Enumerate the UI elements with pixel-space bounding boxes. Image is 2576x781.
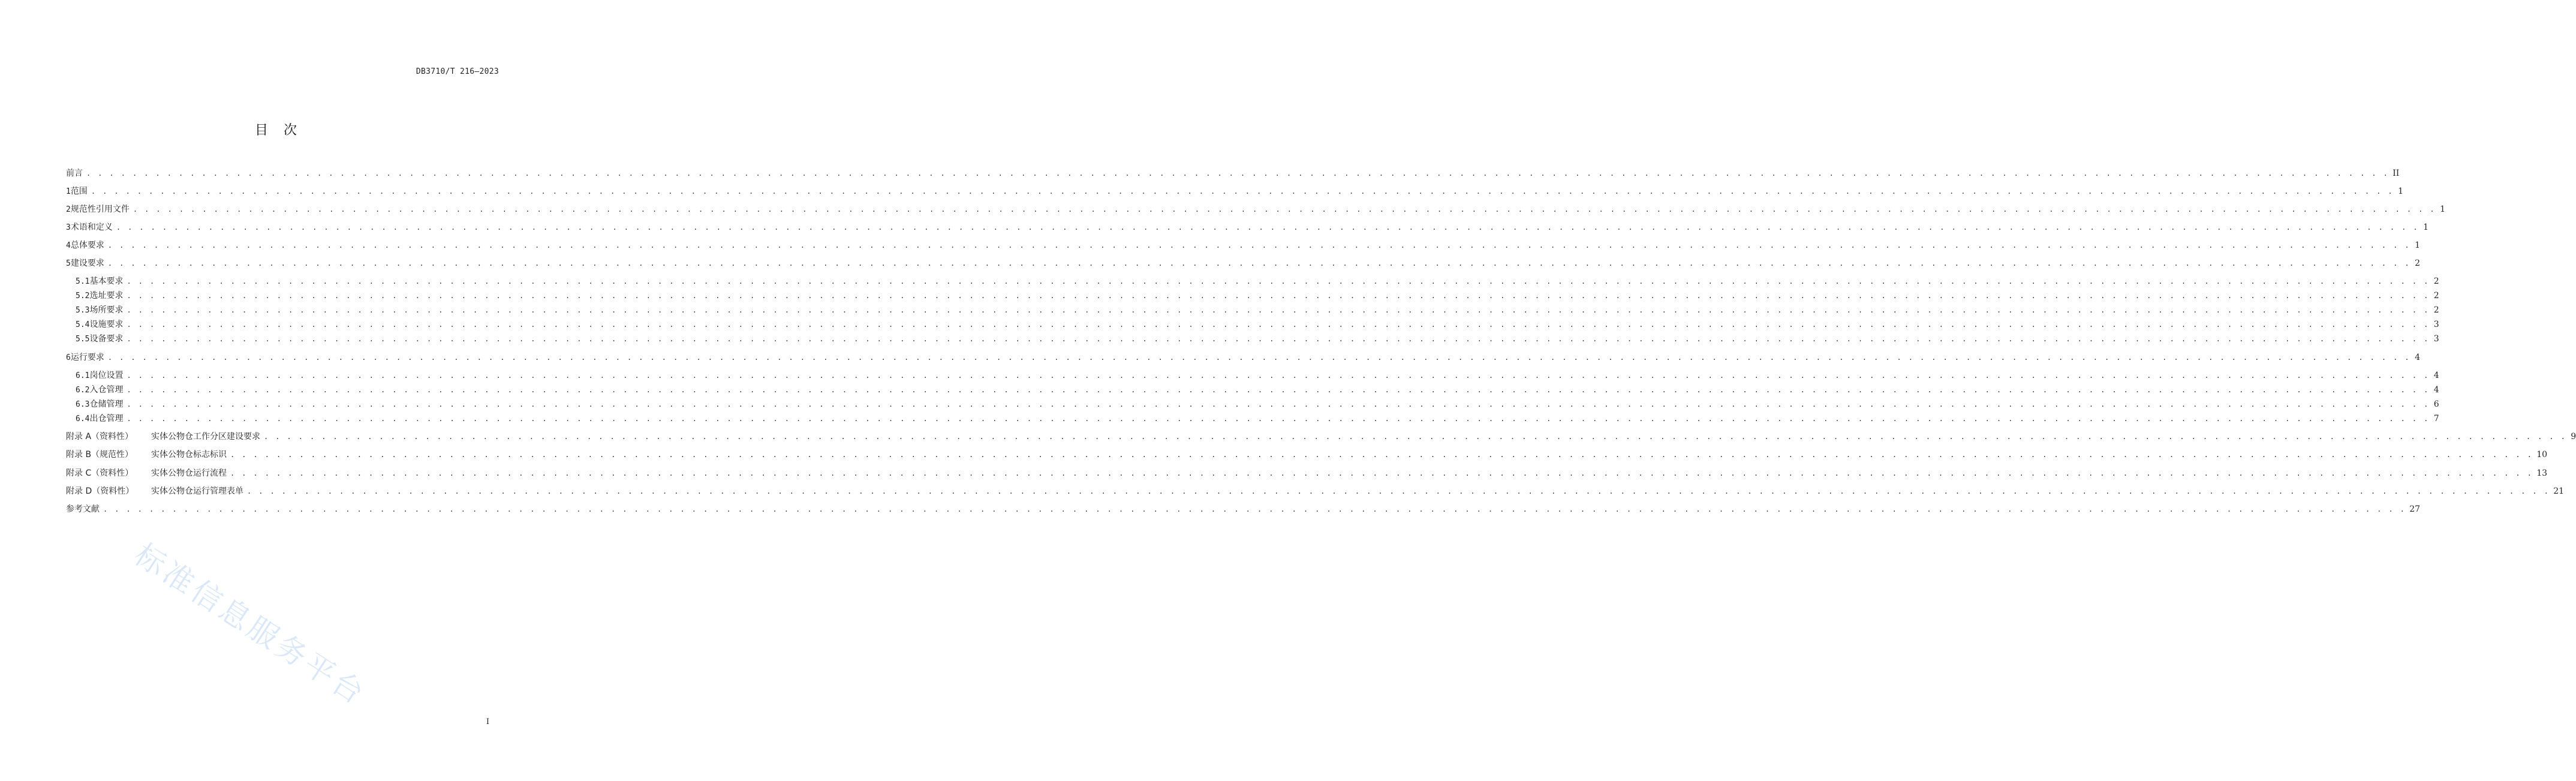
toc-dot-leader: . . . . . . . . . . . . . . . . . . . . . . . . . . . . . . . . . . . . . . . . . . . . . . . . . . . . . . . . . . . . . . . . . . . . . . . . . . . . . . . . . . . . . . . . . . . . . . . . . . . . . . . . . . . . . . . . . . . . . . . . . . . . . . . . . . . . . . . . . . . . . . . . . . . . . . . . . . . . . . . . . . . . . . . . . . . . . . . . . . . . . . . . . . . . . . . . . . . . . . . . bbox=[230, 450, 2533, 459]
toc-dot-leader: . . . . . . . . . . . . . . . . . . . . . . . . . . . . . . . . . . . . . . . . . . . . . . . . . . . . . . . . . . . . . . . . . . . . . . . . . . . . . . . . . . . . . . . . . . . . . . . . . . . . . . . . . . . . . . . . . . . . . . . . . . . . . . . . . . . . . . . . . . . . . . . . . . . . . . . . . . . . . . . . . . . . . . . . . . . . . . . . . . . . . . . . . . . . . . . . . . . . . . . . bbox=[127, 386, 2430, 394]
toc-dot-leader: . . . . . . . . . . . . . . . . . . . . . . . . . . . . . . . . . . . . . . . . . . . . . . . . . . . . . . . . . . . . . . . . . . . . . . . . . . . . . . . . . . . . . . . . . . . . . . . . . . . . . . . . . . . . . . . . . . . . . . . . . . . . . . . . . . . . . . . . . . . . . . . . . . . . . . . . . . . . . . . . . . . . . . . . . . . . . . . . . . . . . . . . . . . . . . . . . . . . . . . . bbox=[107, 241, 2411, 250]
document-code: DB3710/T 216—2023 bbox=[416, 67, 499, 76]
toc-appendix-tag: 附录 C（资料性） bbox=[66, 468, 134, 478]
toc-entry[interactable] bbox=[76, 384, 2439, 396]
toc-entry-label: 选址要求 bbox=[89, 291, 124, 301]
toc-dot-leader: . . . . . . . . . . . . . . . . . . . . . . . . . . . . . . . . . . . . . . . . . . . . . . . . . . . . . . . . . . . . . . . . . . . . . . . . . . . . . . . . . . . . . . . . . . . . . . . . . . . . . . . . . . . . . . . . . . . . . . . . . . . . . . . . . . . . . . . . . . . . . . . . . . . . . . . . . . . . . . . . . . . . . . . . . . . . . . . . . . . . . . . . . . . . . . . . . . . . . . . . bbox=[107, 259, 2411, 268]
page-number: I bbox=[486, 717, 489, 726]
toc-appendix-title: 实体公物仓工作分区建设要求 bbox=[151, 432, 260, 441]
toc-entry-label: 前言 bbox=[66, 169, 83, 178]
toc-entry-number: 5.1 bbox=[76, 277, 90, 286]
toc-entry-label bbox=[66, 431, 260, 443]
toc-entry-number: 2 bbox=[66, 205, 71, 214]
toc-entry-label: 设备要求 bbox=[89, 334, 124, 344]
toc-entry[interactable] bbox=[66, 203, 2446, 215]
toc-dot-leader: . . . . . . . . . . . . . . . . . . . . . . . . . . . . . . . . . . . . . . . . . . . . . . . . . . . . . . . . . . . . . . . . . . . . . . . . . . . . . . . . . . . . . . . . . . . . . . . . . . . . . . . . . . . . . . . . . . . . . . . . . . . . . . . . . . . . . . . . . . . . . . . . . . . . . . . . . . . . . . . . . . . . . . . . . . . . . . . . . . . . . . . . . . . . . . . . . . . . . . . . bbox=[127, 306, 2430, 314]
toc-entry[interactable] bbox=[76, 275, 2439, 287]
toc-entry-number: 6.3 bbox=[76, 400, 90, 409]
toc-entry-label: 场所要求 bbox=[89, 305, 124, 315]
toc-entry-page: 2 bbox=[2415, 259, 2421, 268]
toc-entry-page: 6 bbox=[2433, 399, 2439, 409]
toc-dot-leader: . . . . . . . . . . . . . . . . . . . . . . . . . . . . . . . . . . . . . . . . . . . . . . . . . . . . . . . . . . . . . . . . . . . . . . . . . . . . . . . . . . . . . . . . . . . . . . . . . . . . . . . . . . . . . . . . . . . . . . . . . . . . . . . . . . . . . . . . . . . . . . . . . . . . . . . . . . . . . . . . . . . . . . . . . . . . . . . . . . . . . . . . . . . . . . . . . . . . . . . . bbox=[107, 353, 2411, 362]
toc-entry[interactable] bbox=[66, 257, 2421, 269]
toc-entry[interactable] bbox=[76, 333, 2439, 345]
toc-entry-label: 参考文献 bbox=[66, 504, 100, 514]
toc-entry-number: 6.4 bbox=[76, 414, 90, 423]
toc-entry[interactable] bbox=[66, 503, 2421, 515]
toc-entry[interactable] bbox=[76, 290, 2439, 302]
toc-entry-number: 6 bbox=[66, 353, 71, 362]
toc-dot-leader: . . . . . . . . . . . . . . . . . . . . . . . . . . . . . . . . . . . . . . . . . . . . . . . . . . . . . . . . . . . . . . . . . . . . . . . . . . . . . . . . . . . . . . . . . . . . . . . . . . . . . . . . . . . . . . . . . . . . . . . . . . . . . . . . . . . . . . . . . . . . . . . . . . . . . . . . . . . . . . . . . . . . . . . . . . . . . . . . . . . . . . . . . . . . . . . . . . . . . . . . bbox=[86, 169, 2390, 178]
toc-entry-label: 运行要求 bbox=[70, 353, 104, 362]
toc-entry-page: 2 bbox=[2433, 291, 2439, 301]
toc-entry-label: 建设要求 bbox=[70, 259, 104, 268]
toc-dot-leader: . . . . . . . . . . . . . . . . . . . . . . . . . . . . . . . . . . . . . . . . . . . . . . . . . . . . . . . . . . . . . . . . . . . . . . . . . . . . . . . . . . . . . . . . . . . . . . . . . . . . . . . . . . . . . . . . . . . . . . . . . . . . . . . . . . . . . . . . . . . . . . . . . . . . . . . . . . . . . . . . . . . . . . . . . . . . . . . . . . . . . . . . . . . . . . . . . . . . . . . . bbox=[127, 292, 2430, 300]
toc-dot-leader: . . . . . . . . . . . . . . . . . . . . . . . . . . . . . . . . . . . . . . . . . . . . . . . . . . . . . . . . . . . . . . . . . . . . . . . . . . . . . . . . . . . . . . . . . . . . . . . . . . . . . . . . . . . . . . . . . . . . . . . . . . . . . . . . . . . . . . . . . . . . . . . . . . . . . . . . . . . . . . . . . . . . . . . . . . . . . . . . . . . . . . . . . . . . . . . . . . . . . . . . bbox=[127, 414, 2430, 423]
toc-entry-number: 5 bbox=[66, 259, 71, 268]
toc-appendix-title: 实体公物仓标志标识 bbox=[151, 450, 227, 459]
toc-entry[interactable] bbox=[66, 449, 2548, 461]
toc-entry-label: 基本要求 bbox=[89, 277, 124, 286]
toc-entry[interactable] bbox=[76, 370, 2439, 382]
toc-entry-label: 仓储管理 bbox=[89, 399, 124, 409]
toc-dot-leader: . . . . . . . . . . . . . . . . . . . . . . . . . . . . . . . . . . . . . . . . . . . . . . . . . . . . . . . . . . . . . . . . . . . . . . . . . . . . . . . . . . . . . . . . . . . . . . . . . . . . . . . . . . . . . . . . . . . . . . . . . . . . . . . . . . . . . . . . . . . . . . . . . . . . . . . . . . . . . . . . . . . . . . . . . . . . . . . . . . . . . . . . . . . . . . . . . . . . . . . . bbox=[103, 505, 2406, 513]
toc-appendix-title: 实体公物仓运行流程 bbox=[151, 468, 227, 478]
toc-dot-leader: . . . . . . . . . . . . . . . . . . . . . . . . . . . . . . . . . . . . . . . . . . . . . . . . . . . . . . . . . . . . . . . . . . . . . . . . . . . . . . . . . . . . . . . . . . . . . . . . . . . . . . . . . . . . . . . . . . . . . . . . . . . . . . . . . . . . . . . . . . . . . . . . . . . . . . . . . . . . . . . . . . . . . . . . . . . . . . . . . . . . . . . . . . . . . . . . . . . . . . . . bbox=[127, 400, 2430, 408]
toc-entry-page: 1 bbox=[2423, 223, 2429, 232]
toc-dot-leader: . . . . . . . . . . . . . . . . . . . . . . . . . . . . . . . . . . . . . . . . . . . . . . . . . . . . . . . . . . . . . . . . . . . . . . . . . . . . . . . . . . . . . . . . . . . . . . . . . . . . . . . . . . . . . . . . . . . . . . . . . . . . . . . . . . . . . . . . . . . . . . . . . . . . . . . . . . . . . . . . . . . . . . . . . . . . . . . . . . . . . . . . . . . . . . . . . . . . . . . . bbox=[247, 487, 2550, 495]
toc-entry-label: 范围 bbox=[70, 187, 88, 196]
page-title bbox=[0, 120, 552, 139]
toc-entry-page: 3 bbox=[2433, 320, 2439, 329]
toc-entry-page: II bbox=[2393, 169, 2400, 178]
toc-entry-number: 5.2 bbox=[76, 292, 90, 301]
toc-entry[interactable] bbox=[66, 352, 2421, 364]
toc-entry-label bbox=[66, 467, 227, 479]
toc-entry-page: 2 bbox=[2433, 305, 2439, 315]
toc-entry-label: 入仓管理 bbox=[89, 385, 124, 395]
toc-entry-page: 1 bbox=[2398, 187, 2404, 196]
toc-entry-page: 13 bbox=[2536, 468, 2548, 478]
toc-dot-leader: . . . . . . . . . . . . . . . . . . . . . . . . . . . . . . . . . . . . . . . . . . . . . . . . . . . . . . . . . . . . . . . . . . . . . . . . . . . . . . . . . . . . . . . . . . . . . . . . . . . . . . . . . . . . . . . . . . . . . . . . . . . . . . . . . . . . . . . . . . . . . . . . . . . . . . . . . . . . . . . . . . . . . . . . . . . . . . . . . . . . . . . . . . . . . . . . . . . . . . . . bbox=[116, 223, 2419, 232]
toc-appendix-tag: 附录 D（资料性） bbox=[66, 486, 134, 496]
toc-entry-label: 术语和定义 bbox=[70, 223, 113, 232]
toc-entry[interactable] bbox=[66, 185, 2404, 197]
toc-entry-number: 6.2 bbox=[76, 386, 90, 395]
toc-entry-number: 5.3 bbox=[76, 306, 90, 315]
toc-entry-label: 出仓管理 bbox=[89, 414, 124, 423]
toc-entry-number: 3 bbox=[66, 223, 71, 232]
toc-entry-page: 4 bbox=[2415, 353, 2421, 362]
toc-entry-page: 4 bbox=[2433, 371, 2439, 380]
toc-entry-page: 7 bbox=[2433, 414, 2439, 423]
toc-entry-label: 岗位设置 bbox=[89, 371, 124, 380]
toc-dot-leader: . . . . . . . . . . . . . . . . . . . . . . . . . . . . . . . . . . . . . . . . . . . . . . . . . . . . . . . . . . . . . . . . . . . . . . . . . . . . . . . . . . . . . . . . . . . . . . . . . . . . . . . . . . . . . . . . . . . . . . . . . . . . . . . . . . . . . . . . . . . . . . . . . . . . . . . . . . . . . . . . . . . . . . . . . . . . . . . . . . . . . . . . . . . . . . . . . . . . . . . . bbox=[133, 205, 2436, 214]
toc-entry-page: 10 bbox=[2536, 450, 2548, 459]
toc-entry-number: 5.5 bbox=[76, 335, 90, 344]
toc-dot-leader: . . . . . . . . . . . . . . . . . . . . . . . . . . . . . . . . . . . . . . . . . . . . . . . . . . . . . . . . . . . . . . . . . . . . . . . . . . . . . . . . . . . . . . . . . . . . . . . . . . . . . . . . . . . . . . . . . . . . . . . . . . . . . . . . . . . . . . . . . . . . . . . . . . . . . . . . . . . . . . . . . . . . . . . . . . . . . . . . . . . . . . . . . . . . . . . . . . . . . . . . bbox=[91, 187, 2394, 196]
toc-appendix-tag: 附录 A（资料性） bbox=[66, 432, 134, 441]
toc-dot-leader: . . . . . . . . . . . . . . . . . . . . . . . . . . . . . . . . . . . . . . . . . . . . . . . . . . . . . . . . . . . . . . . . . . . . . . . . . . . . . . . . . . . . . . . . . . . . . . . . . . . . . . . . . . . . . . . . . . . . . . . . . . . . . . . . . . . . . . . . . . . . . . . . . . . . . . . . . . . . . . . . . . . . . . . . . . . . . . . . . . . . . . . . . . . . . . . . . . . . . . . . bbox=[230, 469, 2533, 477]
watermark: 标准信息服务平台 bbox=[128, 537, 373, 713]
toc-entry[interactable] bbox=[76, 413, 2439, 425]
title-char-2: 次 bbox=[284, 123, 297, 138]
title-char-1: 目 bbox=[254, 123, 268, 138]
toc-dot-leader: . . . . . . . . . . . . . . . . . . . . . . . . . . . . . . . . . . . . . . . . . . . . . . . . . . . . . . . . . . . . . . . . . . . . . . . . . . . . . . . . . . . . . . . . . . . . . . . . . . . . . . . . . . . . . . . . . . . . . . . . . . . . . . . . . . . . . . . . . . . . . . . . . . . . . . . . . . . . . . . . . . . . . . . . . . . . . . . . . . . . . . . . . . . . . . . . . . . . . . . . bbox=[127, 335, 2430, 343]
toc-dot-leader: . . . . . . . . . . . . . . . . . . . . . . . . . . . . . . . . . . . . . . . . . . . . . . . . . . . . . . . . . . . . . . . . . . . . . . . . . . . . . . . . . . . . . . . . . . . . . . . . . . . . . . . . . . . . . . . . . . . . . . . . . . . . . . . . . . . . . . . . . . . . . . . . . . . . . . . . . . . . . . . . . . . . . . . . . . . . . . . . . . . . . . . . . . . . . . . . . . . . . . . . bbox=[127, 277, 2430, 286]
toc-entry-page: 4 bbox=[2433, 385, 2439, 395]
toc-entry[interactable] bbox=[76, 319, 2439, 331]
toc-entry-number: 1 bbox=[66, 187, 71, 196]
toc-dot-leader: . . . . . . . . . . . . . . . . . . . . . . . . . . . . . . . . . . . . . . . . . . . . . . . . . . . . . . . . . . . . . . . . . . . . . . . . . . . . . . . . . . . . . . . . . . . . . . . . . . . . . . . . . . . . . . . . . . . . . . . . . . . . . . . . . . . . . . . . . . . . . . . . . . . . . . . . . . . . . . . . . . . . . . . . . . . . . . . . . . . . . . . . . . . . . . . . . . . . . . . . bbox=[264, 432, 2567, 441]
toc-entry-label bbox=[66, 485, 243, 497]
toc-entry-page: 1 bbox=[2440, 205, 2446, 214]
toc-entry[interactable] bbox=[66, 221, 2429, 233]
toc-entry-number: 4 bbox=[66, 241, 71, 250]
toc-entry-label: 总体要求 bbox=[70, 241, 104, 250]
toc-entry[interactable] bbox=[66, 467, 2548, 479]
toc-entry-number: 5.4 bbox=[76, 320, 90, 329]
toc-entry-page: 1 bbox=[2415, 241, 2421, 250]
toc-entry-number: 6.1 bbox=[76, 371, 90, 380]
toc-entry[interactable] bbox=[76, 304, 2439, 316]
toc-appendix-title: 实体公物仓运行管理表单 bbox=[151, 486, 243, 496]
toc-dot-leader: . . . . . . . . . . . . . . . . . . . . . . . . . . . . . . . . . . . . . . . . . . . . . . . . . . . . . . . . . . . . . . . . . . . . . . . . . . . . . . . . . . . . . . . . . . . . . . . . . . . . . . . . . . . . . . . . . . . . . . . . . . . . . . . . . . . . . . . . . . . . . . . . . . . . . . . . . . . . . . . . . . . . . . . . . . . . . . . . . . . . . . . . . . . . . . . . . . . . . . . . bbox=[127, 371, 2430, 380]
toc-entry-label bbox=[66, 449, 227, 461]
toc-entry-page: 9 bbox=[2571, 432, 2576, 441]
toc-entry[interactable] bbox=[66, 431, 2576, 443]
toc-entry-page: 21 bbox=[2553, 486, 2565, 496]
toc-entry-label: 设施要求 bbox=[89, 320, 124, 329]
toc-entry-page: 27 bbox=[2409, 504, 2421, 514]
toc-entry-label: 规范性引用文件 bbox=[70, 205, 130, 214]
toc-entry[interactable] bbox=[66, 167, 2400, 179]
toc-entry-page: 3 bbox=[2433, 334, 2439, 344]
toc-entry[interactable] bbox=[76, 398, 2439, 410]
toc-dot-leader: . . . . . . . . . . . . . . . . . . . . . . . . . . . . . . . . . . . . . . . . . . . . . . . . . . . . . . . . . . . . . . . . . . . . . . . . . . . . . . . . . . . . . . . . . . . . . . . . . . . . . . . . . . . . . . . . . . . . . . . . . . . . . . . . . . . . . . . . . . . . . . . . . . . . . . . . . . . . . . . . . . . . . . . . . . . . . . . . . . . . . . . . . . . . . . . . . . . . . . . . bbox=[127, 320, 2430, 329]
toc-entry[interactable] bbox=[66, 239, 2421, 251]
toc-entry-page: 2 bbox=[2433, 277, 2439, 286]
toc-appendix-tag: 附录 B（规范性） bbox=[66, 450, 134, 459]
toc-entry[interactable] bbox=[66, 485, 2565, 497]
